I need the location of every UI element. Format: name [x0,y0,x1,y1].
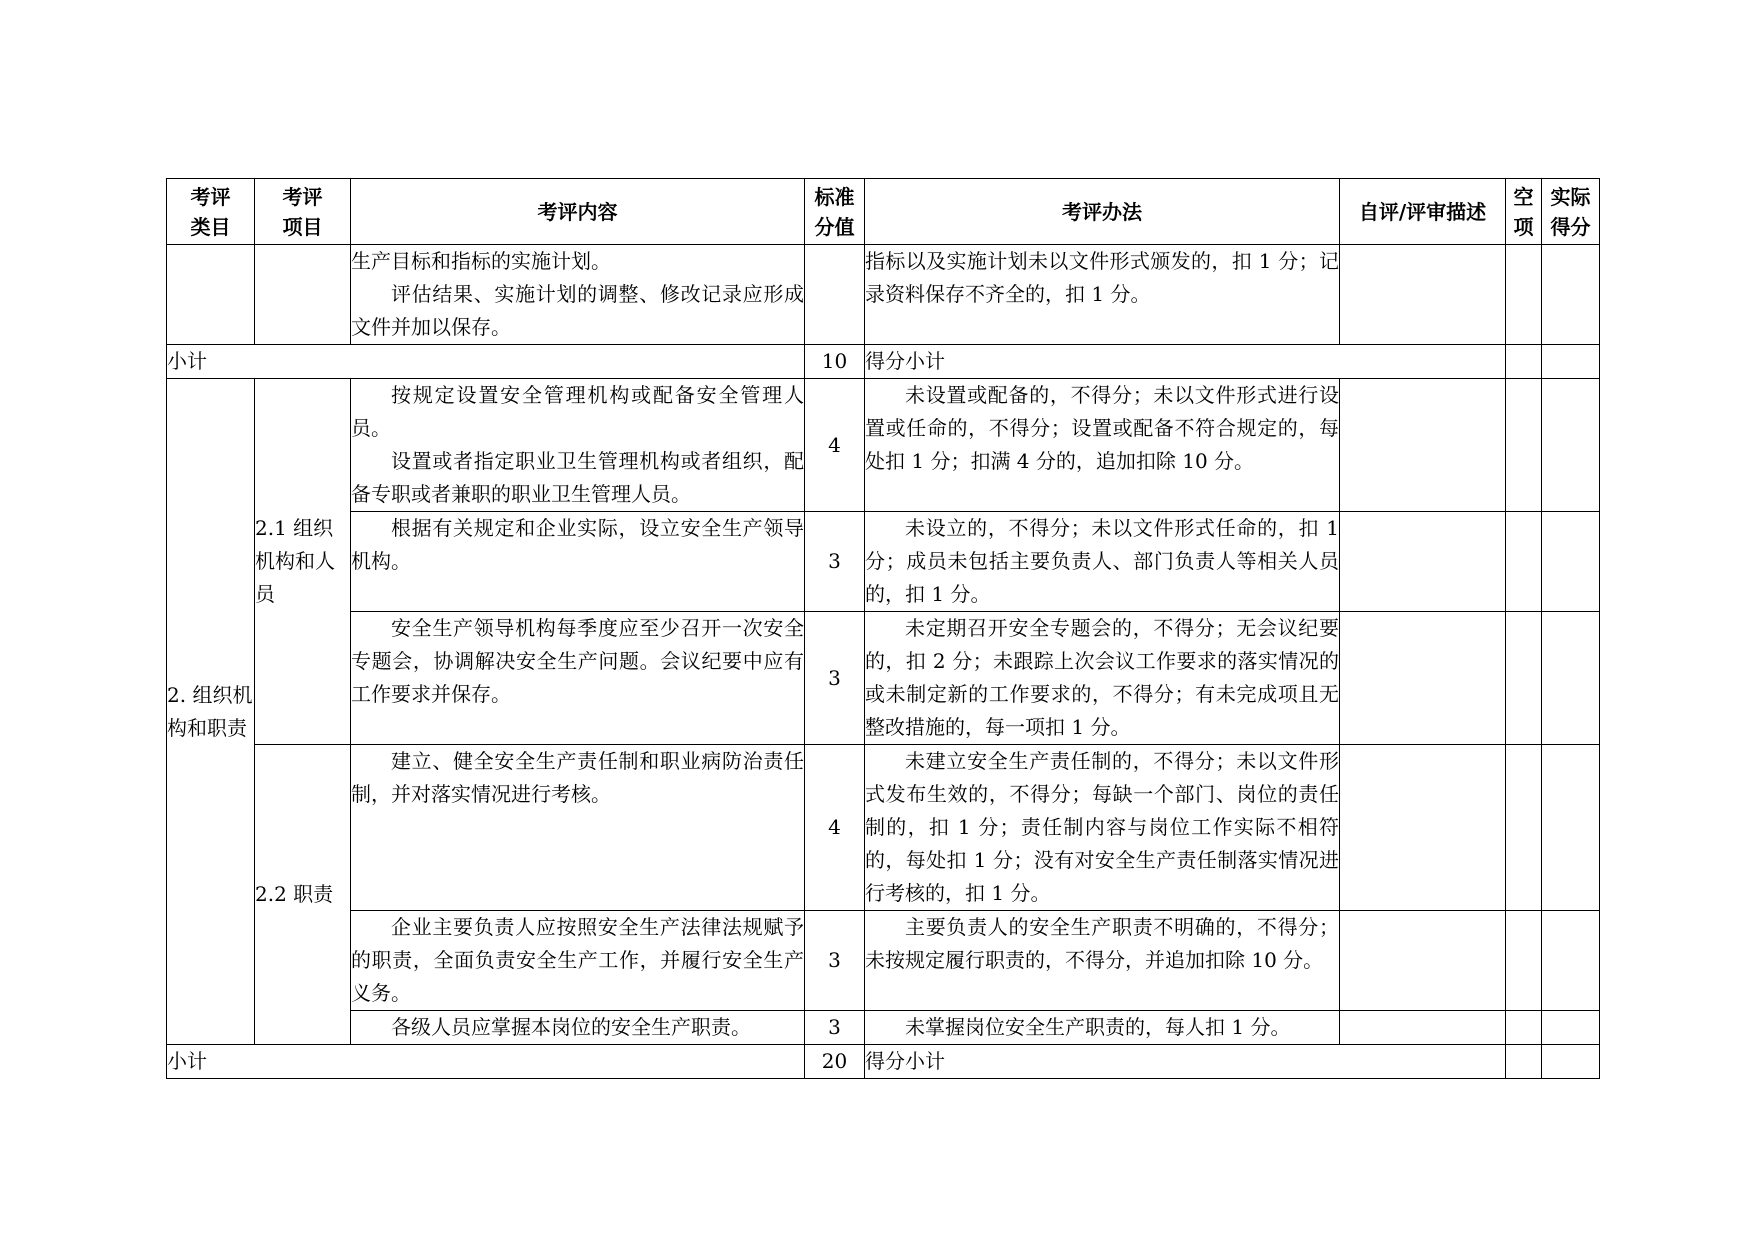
desc-cell[interactable] [1340,745,1506,911]
method-cell: 未设置或配备的，不得分；未以文件形式进行设置或任命的，不得分；设置或配备不符合规定的，每处扣 1 分；扣满 4 分的，追加扣除 10 分。 [865,379,1340,512]
actual-score-cell[interactable] [1542,379,1600,512]
subtotal-score: 10 [805,345,865,379]
blank-cell[interactable] [1506,1011,1542,1045]
header-actual: 实际 得分 [1542,179,1600,245]
table-row [167,1011,1600,1045]
actual-score-cell[interactable] [1542,612,1600,745]
table-row [167,245,1600,345]
blank-cell[interactable] [1506,1045,1542,1079]
header-item: 考评 项目 [255,179,351,245]
category-cell: 2. 组织机构和职责 [167,379,255,1045]
subtotal-row [167,345,1600,379]
content-text: 按规定设置安全管理机构或配备安全管理人员。 [351,383,804,440]
cell-empty [167,245,255,345]
method-cell: 未掌握岗位安全生产职责的，每人扣 1 分。 [865,1011,1340,1045]
method-cell: 未设立的，不得分；未以文件形式任命的，扣 1 分；成员未包括主要负责人、部门负责人等相关人员的，扣 1 分。 [865,512,1340,612]
desc-cell[interactable] [1340,512,1506,612]
method-cell: 未定期召开安全专题会的，不得分；无会议纪要的，扣 2 分；未跟踪上次会议工作要求的落实情况的或未制定新的工作要求的，不得分；有未完成项且无整改措施的，每一项扣 1 分。 [865,612,1340,745]
content-cell: 各级人员应掌握本岗位的安全生产职责。 [351,1011,805,1045]
actual-score-cell[interactable] [1542,245,1600,345]
blank-cell[interactable] [1506,379,1542,512]
method-cell: 指标以及实施计划未以文件形式颁发的，扣 1 分；记录资料保存不齐全的，扣 1 分。 [865,245,1340,345]
content-cell: 企业主要负责人应按照安全生产法律法规赋予的职责，全面负责安全生产工作，并履行安全生产义务。 [351,911,805,1011]
actual-score-cell[interactable] [1542,745,1600,911]
desc-cell[interactable] [1340,379,1506,512]
subtotal-label: 小计 [167,345,805,379]
header-score: 标准 分值 [805,179,865,245]
table-row [167,745,1600,911]
evaluation-table [166,178,1600,1079]
header-category: 考评 类目 [167,179,255,245]
content-cell: 根据有关规定和企业实际，设立安全生产领导机构。 [351,512,805,612]
blank-cell[interactable] [1506,612,1542,745]
actual-score-cell[interactable] [1542,512,1600,612]
desc-cell[interactable] [1340,612,1506,745]
header-method: 考评办法 [865,179,1340,245]
actual-score-cell[interactable] [1542,911,1600,1011]
cell-empty [255,245,351,345]
content-cell [351,379,805,512]
blank-cell[interactable] [1506,345,1542,379]
content-text: 设置或者指定职业卫生管理机构或者组织，配备专职或者兼职的职业卫生管理人员。 [351,449,804,506]
header-content: 考评内容 [351,179,805,245]
score-cell: 3 [805,1011,865,1045]
actual-score-cell[interactable] [1542,1011,1600,1045]
table-row [167,512,1600,612]
subtotal-score: 20 [805,1045,865,1079]
content-cell: 建立、健全安全生产责任制和职业病防治责任制，并对落实情况进行考核。 [351,745,805,911]
method-cell: 主要负责人的安全生产职责不明确的，不得分；未按规定履行职责的，不得分，并追加扣除 10 分。 [865,911,1340,1011]
score-cell: 3 [805,512,865,612]
actual-score-cell[interactable] [1542,345,1600,379]
header-desc: 自评/评审描述 [1340,179,1506,245]
table-row [167,911,1600,1011]
item-cell: 2.2 职责 [255,745,351,1045]
blank-cell[interactable] [1506,245,1542,345]
header-blank: 空 项 [1506,179,1542,245]
desc-cell[interactable] [1340,245,1506,345]
score-cell: 3 [805,612,865,745]
desc-cell[interactable] [1340,911,1506,1011]
table-row [167,612,1600,745]
header-row [167,179,1600,245]
content-text: 生产目标和指标的实施计划。 [351,249,611,273]
subtotal-label: 小计 [167,1045,805,1079]
subtotal-score-label: 得分小计 [865,1045,1506,1079]
content-cell: 安全生产领导机构每季度应至少召开一次安全专题会，协调解决安全生产问题。会议纪要中应有工作要求并保存。 [351,612,805,745]
content-cell [351,245,805,345]
blank-cell[interactable] [1506,745,1542,911]
blank-cell[interactable] [1506,911,1542,1011]
blank-cell[interactable] [1506,512,1542,612]
score-cell: 4 [805,745,865,911]
table-row [167,379,1600,512]
method-cell: 未建立安全生产责任制的，不得分；未以文件形式发布生效的，不得分；每缺一个部门、岗位的责任制的，扣 1 分；责任制内容与岗位工作实际不相符的，每处扣 1 分；没有对安全生产责任制落实情况进行考核的，扣 1 分。 [865,745,1340,911]
score-cell [805,245,865,345]
subtotal-score-label: 得分小计 [865,345,1506,379]
score-cell: 3 [805,911,865,1011]
score-cell: 4 [805,379,865,512]
content-text: 评估结果、实施计划的调整、修改记录应形成文件并加以保存。 [351,282,804,339]
actual-score-cell[interactable] [1542,1045,1600,1079]
subtotal-row [167,1045,1600,1079]
item-cell: 2.1 组织机构和人员 [255,379,351,745]
desc-cell[interactable] [1340,1011,1506,1045]
